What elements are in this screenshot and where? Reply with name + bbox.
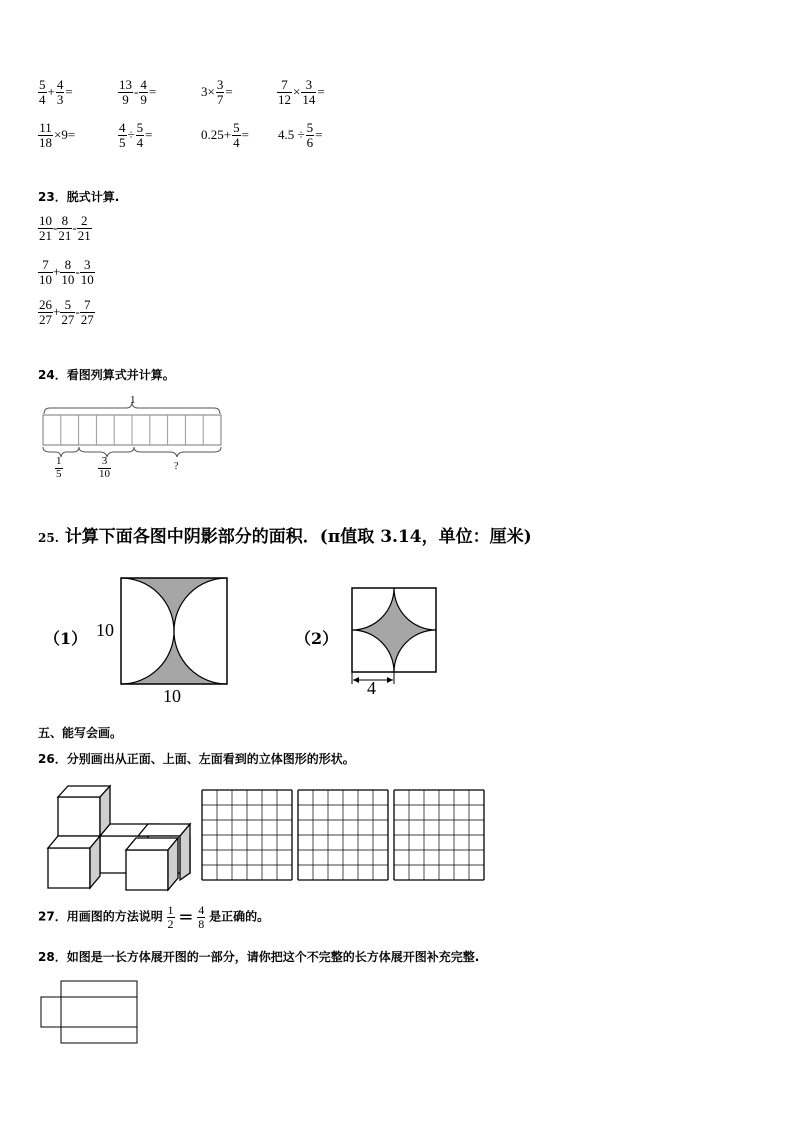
- q22-row1-expr-3: 3× $\frac{3}{7}$ =: [201, 77, 233, 107]
- q24-frac2: $\frac{3}{10}$: [99, 455, 110, 480]
- q24-label: 24．看图列算式并计算。: [38, 368, 175, 382]
- q26-label: 26．分别画出从正面、上面、左面看到的立体图形的形状。: [38, 752, 355, 766]
- q23-expr-3: $\frac{26}{27}$ + $\frac{5}{27}$ - $\frac{7}{27}$: [39, 297, 94, 327]
- q22-row1-expr-2: $\frac{13}{9}$ - $\frac{4}{9}$ =: [119, 77, 157, 107]
- section5-label: 五、能写会画。: [38, 726, 123, 740]
- q23-label: 23．脱式计算.: [38, 190, 120, 204]
- q22-row2-expr-3: 0.25+ $\frac{5}{4}$ =: [201, 120, 249, 150]
- q22-row2-expr-1: $\frac{11}{18}$ ×9=: [39, 120, 76, 150]
- fig1-bottom-label: 10: [163, 686, 181, 706]
- q23-expr-2: $\frac{7}{10}$ + $\frac{8}{10}$ - $\frac{3}{10}$: [39, 257, 94, 287]
- q24-total-label: 1: [130, 394, 136, 406]
- q22-row2-expr-4: 4.5 ÷ $\frac{5}{6}$ =: [278, 120, 323, 150]
- q27-label: 27．用画图的方法说明 $\frac{1}{2}$ = $\frac{4}{8}$ 是正确的。: [38, 903, 270, 931]
- q23-expr-1: $\frac{10}{21}$ - $\frac{8}{21}$ - $\frac{2}{21}$: [39, 213, 91, 243]
- fig1-side-label: 10: [96, 620, 114, 640]
- q22-row1-expr-1: $\frac{5}{4}$ + $\frac{4}{3}$ =: [39, 77, 73, 107]
- q24-frac1: $\frac{1}{5}$: [56, 455, 62, 480]
- q25-label: 25. 计算下面各图中阴影部分的面积．(π值取 3.14，单位：厘米): [38, 527, 532, 547]
- q22-row2-expr-2: $\frac{4}{5}$ ÷ $\frac{5}{4}$ =: [119, 120, 153, 150]
- q28-label: 28．如图是一长方体展开图的一部分，请你把这个不完整的长方体展开图补充完整.: [38, 950, 480, 964]
- q22-row1-expr-4: $\frac{7}{12}$ × $\frac{3}{14}$ =: [278, 77, 325, 107]
- fig1-tag: （1）: [44, 629, 88, 648]
- fig2-bottom-label: 4: [367, 678, 376, 698]
- q24-unknown: ?: [174, 461, 179, 472]
- fig2-tag: （2）: [295, 629, 339, 648]
